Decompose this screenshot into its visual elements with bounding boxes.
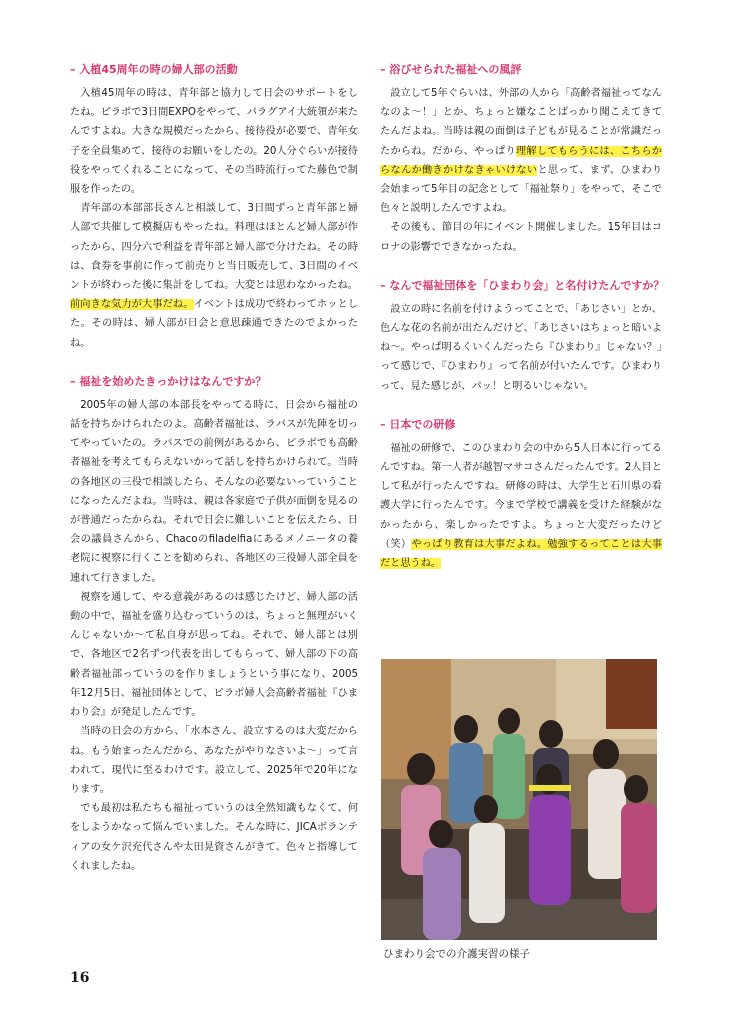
- photo-caption: ひまわり会での介護実習の様子: [383, 948, 530, 960]
- paragraph: でも最初は私たちも福祉っていうのは全然知識もなくて、何をしようかなって悩んでいました。そんな時に、JICAボランティアの女ケ沢充代さんや太田晃資さんがきて、色々と指導してくれましたね。: [70, 803, 358, 872]
- paragraph: [70, 199, 358, 353]
- text-span: 青年部の本部部長さんと相談して、3日間ずっと青年部と婦人部で共催して模擬店もやったね。料理はほとんど婦人部が作ったから、四分六で利益を青年部と婦人部で分けたね。その時は、食券を事前に作って前売りと当日販売して、3日間のイベントが終わった後に集計をしてね。大変とは思わなかったね。: [70, 203, 358, 292]
- paragraph: 設立の時に名前を付けようってことで、「あじさい」とか、色んな花の名前が出たんだけど、「あじさいはちょっと暗いよね〜。やっぱ明るくいくんだったら『ひまわり』じゃない？」って感じで、『ひまわり』って名前が付いたんです。ひまわりって、見た感じが、パッ！と明るいじゃない。: [380, 303, 662, 392]
- section-heading-welfare-rumors: – 浴びせられた福祉への風評: [380, 63, 522, 76]
- highlighted-text: 前向きな気力が大事だね。: [70, 299, 194, 311]
- section-heading-welfare-start: – 福祉を始めたきっかけはなんですか？: [70, 374, 267, 388]
- paragraph: 視察を通して、やる意義があるのは感じたけど、婦人部の活動の中で、福祉を盛り込むっていうのは、ちょっと無理がいくんじゃないか〜て私自身が思ってね。それで、婦人部とは別で、各地区で2名ずつ代表を出してもらって、婦人部の下の高齢者福祉部っていうのを作りましょうという事になり、2005年12月5日、福祉団体として、ピラポ婦人会高齢者福祉『ひまわり会』が発足したんです。: [70, 591, 358, 719]
- text-span: と思って、まず、ひまわり会始まって5年目の記念として「福祉祭り」をやって、そこで色々と説明したんですよね。: [380, 164, 662, 215]
- section-heading-japan-training: – 日本での研修: [380, 417, 456, 431]
- highlighted-text: 理解してもらうには、こちらからなんか働きかけなきゃいけない: [380, 145, 662, 176]
- paragraph: 入植45周年の時は、青年部と協力して日会のサポートをしたね。ピラポで3日間EXPOをやって、パラグアイ大統領が来たんですよね。大きな規模だったから、接待役が必要で、青年女子を全員集めて、接待のお願いをしたの。20人分ぐらいが接待役をやってくれることになって、その当時流行ってた藤色で制服を作ったの。: [70, 88, 358, 196]
- paragraph: [380, 84, 662, 218]
- section-heading-naming: – なんで福祉団体を「ひまわり会」と名付けたんですか？: [380, 278, 665, 292]
- section-heading-45th-anniversary: – 入植45周年の時の婦人部の活動: [70, 63, 238, 76]
- paragraph: その後も、節目の年にイベント開催しました。15年目はコロナの影響でできなかったね。: [380, 222, 662, 253]
- paragraph: 2005年の婦人部の本部長をやってる時に、日会から福祉の話を持ちかけられたのよ。高齢者福祉は、ラパスが先陣を切ってやっていたの。ラパスでの前例があるから、ピラポでも高齢者福祉を考えてもらえないかって話しを持ちかけられて。当時の各地区の三役で相談したら、そんなの必要ないっていうことになったんだよね。当時は、親は各家庭で子供が面倒を見るのが普通だったからね。それで日会に難しいことを伝えたら、日会の議員さんから、Chacoのfiladelfiaにあるメノニータの養老院に視察に行くことを勧められ、各地区の三役婦人部全員を連れて行きました。: [70, 399, 358, 584]
- right-column: [380, 62, 665, 573]
- highlighted-text: やっぱり教育は大事だよね。勉強するってことは大事だと思うね。: [380, 538, 663, 570]
- text-span: イベントは成功で終わってホッとした。その時は、婦人部が日会と意思疎通できたのでよかったね。: [70, 299, 358, 349]
- page-number: 16: [70, 970, 90, 986]
- care-training-photo: [381, 659, 657, 940]
- paragraph: 当時の日会の方から、「水本さん、設立するのは大変だからね。もう始まったんだから、あなたがやりなさいよ〜」って言われて、現代に至るわけです。設立して、2025年で20年になります。: [70, 726, 358, 795]
- text-span: 設立して5年ぐらいは、外部の人から「高齢者福祉ってなんなのよ〜！」とか、ちょっと嫌なことばっかり聞こえてきてたんだよね。当時は親の面倒は子どもが見ることが常識だったからね。だから、やっぱり: [380, 88, 662, 157]
- text-span: 福祉の研修で、このひまわり会の中から5人日本に行ってるんですね。第一人者が越智マサコさんだったんです。2人目として私が行ったんですね。研修の時は、大学生と石川県の看護大学に行ったんです。今まで学校で講義を受けた経験がなかったから、楽しかったですよ。ちょっと大変だったけど（笑）: [380, 442, 662, 550]
- left-column: [70, 62, 358, 876]
- paragraph: [380, 439, 662, 573]
